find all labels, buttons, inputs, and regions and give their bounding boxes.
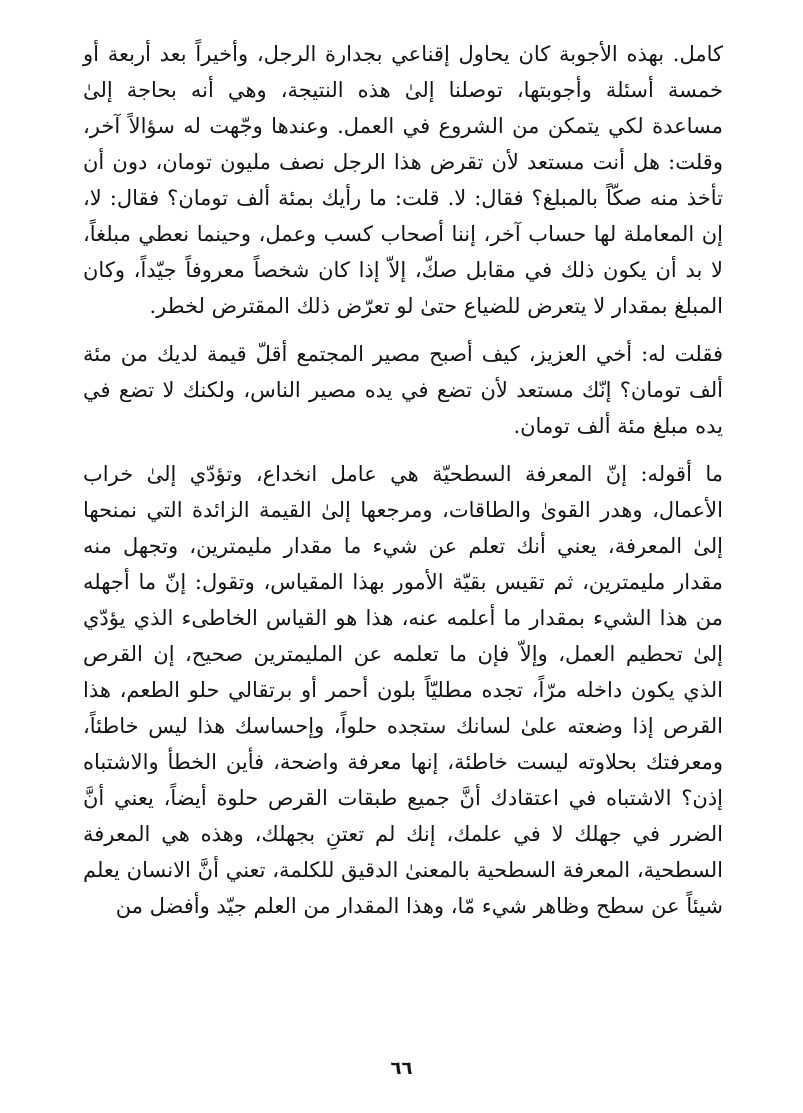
paragraph-2: فقلت له: أخي العزيز، كيف أصبح مصير المجتمع أقلّ قيمة لديك من مئة ألف تومان؟ إنّك مستعد لأن تضع في يده مصير الناس، ولكنك لا تضع في يده مبلغ مئة ألف تومان. — [83, 342, 723, 438]
paragraph-1: كامل. بهذه الأجوبة كان يحاول إقناعي بجدارة الرجل، وأخيراً بعد أربعة أو خمسة أسئلة وأجوبتها، توصلنا إلىٰ هذه النتيجة، وهي أنه بحاجة إلىٰ مساعدة لكي يتمكن من الشروع في العمل. وعندها وجّهت له سؤالاً آخر، وقلت: هل أنت مستعد لأن تقرض هذا الرجل نصف مليون تومان، دون أن تأخذ منه صكّاً بالمبلغ؟ فقال: لا. قلت: ما رأيك بمئة ألف تومان؟ فقال: لا، إن المعاملة لها حساب آخر، إننا أصحاب كسب وعمل، وحينما نعطي مبلغاً، لا بد أن يكون ذلك في مقابل صكّ، إلاّ إذا كان شخصاً معروفاً جيّداً، وكان المبلغ بمقدار لا يتعرض للضياع حتىٰ لو تعرّض ذلك المقترض لخطر. — [83, 42, 723, 318]
page-body — [83, 36, 723, 924]
paragraph-3: ما أقوله: إنّ المعرفة السطحيّة هي عامل انخداع، وتؤدّي إلىٰ خراب الأعمال، وهدر القوىٰ والطاقات، ومرجعها إلىٰ القيمة الزائدة التي نمنحها إلىٰ المعرفة، يعني أنك تعلم عن شيء ما مقدار مليمترين، وتجهل منه مقدار مليمترين، ثم تقيس بقيّة الأمور بهذا المقياس، وتقول: إنّ ما أجهله من هذا الشيء بمقدار ما أعلمه عنه، هذا هو القياس الخاطىء الذي يؤدّي إلىٰ تحطيم العمل، وإلاّ فإن ما تعلمه عن المليمترين صحيح، إن القرص الذي يكون داخله مرّاً، تجده مطليّاً بلون أحمر أو برتقالي حلو الطعم، هذا القرص إذا وضعته علىٰ لسانك ستجده حلواً، وإحساسك هذا ليس خاطئاً، ومعرفتك بحلاوته ليست خاطئة، إنها معرفة واضحة، فأين الخطأ والاشتباه إذن؟ الاشتباه في اعتقادك أنَّ جميع طبقات القرص حلوة أيضاً، يعني أنَّ الضرر في جهلك لا في علمك، إنك لم تعتنِ بجهلك، وهذه هي المعرفة السطحية، المعرفة السطحية بالمعنىٰ الدقيق للكلمة، تعني أنَّ الانسان يعلم شيئاً عن سطح وظاهر شيء مّا، وهذا المقدار من العلم جيّد وأفضل من — [83, 462, 723, 918]
page-number: ٦٦ — [390, 1058, 413, 1079]
